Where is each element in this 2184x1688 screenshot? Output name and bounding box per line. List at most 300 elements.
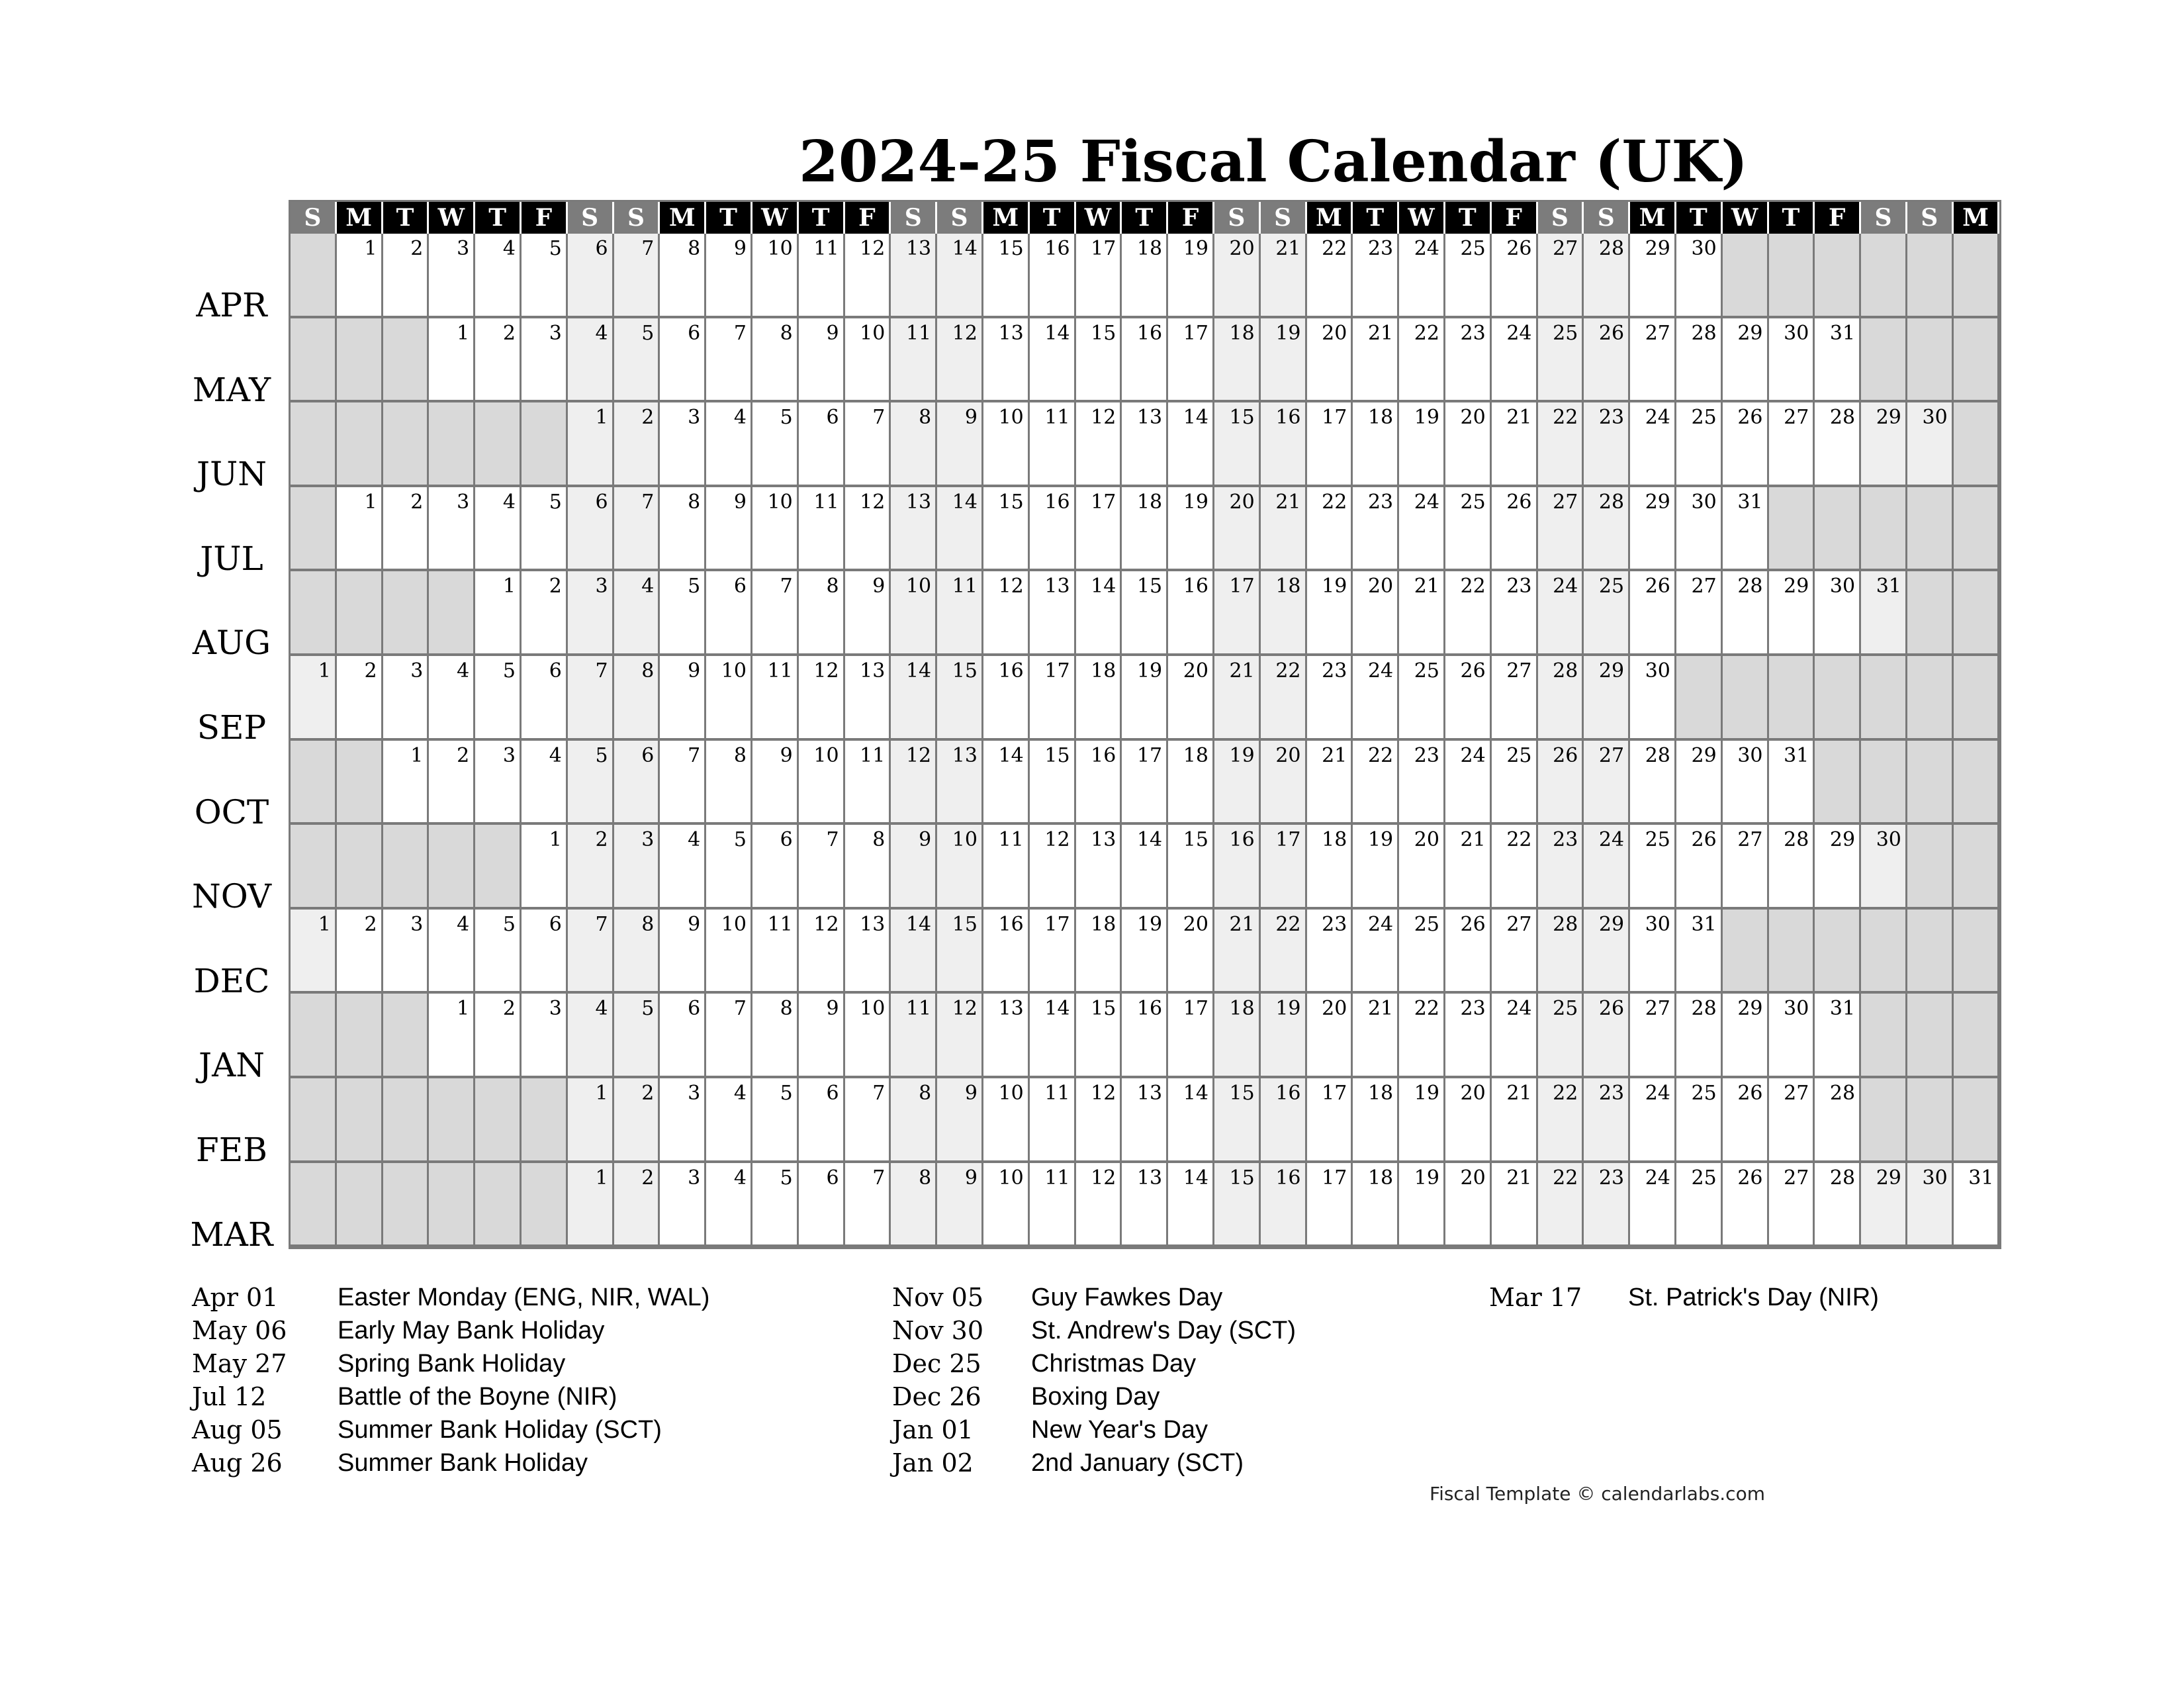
day-cell: 20 [1445, 1078, 1492, 1163]
day-cell: 3 [429, 234, 475, 318]
empty-cell [1954, 234, 2000, 318]
day-cell: 25 [1492, 741, 1538, 825]
empty-cell [291, 825, 337, 910]
day-header: S [1861, 202, 1907, 234]
day-cell: 25 [1445, 487, 1492, 572]
day-cell: 28 [1584, 487, 1630, 572]
day-cell: 9 [937, 1163, 983, 1248]
day-cell: 16 [1076, 741, 1122, 825]
day-cell: 10 [845, 994, 891, 1078]
empty-cell [429, 1078, 475, 1163]
day-cell: 20 [1307, 318, 1353, 403]
day-cell: 27 [1630, 994, 1676, 1078]
empty-cell [522, 1163, 568, 1248]
empty-cell [1815, 487, 1861, 572]
day-cell: 29 [1723, 994, 1769, 1078]
day-cell: 9 [660, 656, 706, 741]
day-cell: 26 [1723, 1078, 1769, 1163]
day-cell: 22 [1261, 910, 1307, 994]
day-cell: 4 [568, 318, 614, 403]
day-cell: 26 [1445, 656, 1492, 741]
day-cell: 16 [1030, 234, 1076, 318]
day-cell: 11 [799, 487, 845, 572]
holiday-name: 2nd January (SCT) [1031, 1449, 1244, 1477]
holiday-date: Nov 30 [892, 1316, 984, 1345]
day-cell: 8 [845, 825, 891, 910]
day-cell: 7 [660, 741, 706, 825]
day-cell: 7 [845, 1078, 891, 1163]
empty-cell [337, 402, 383, 487]
day-header: W [429, 202, 475, 234]
day-cell: 25 [1538, 994, 1584, 1078]
day-cell: 17 [1030, 910, 1076, 994]
day-cell: 1 [337, 487, 383, 572]
day-cell: 8 [891, 1078, 937, 1163]
day-cell: 10 [706, 656, 752, 741]
day-cell: 12 [1076, 402, 1122, 487]
day-header: S [1584, 202, 1630, 234]
empty-cell [429, 1163, 475, 1248]
holiday-date: May 06 [192, 1316, 287, 1345]
month-label: SEP [197, 708, 267, 747]
day-cell: 25 [1676, 1163, 1723, 1248]
day-header: S [937, 202, 983, 234]
day-cell: 1 [429, 994, 475, 1078]
empty-cell [1769, 910, 1815, 994]
day-header: T [383, 202, 430, 234]
day-cell: 28 [1676, 994, 1723, 1078]
day-cell: 6 [660, 994, 706, 1078]
day-cell: 16 [1261, 1163, 1307, 1248]
holiday-date: Nov 05 [892, 1283, 984, 1312]
day-cell: 17 [1122, 741, 1168, 825]
day-cell: 23 [1445, 994, 1492, 1078]
day-cell: 28 [1584, 234, 1630, 318]
day-cell: 3 [475, 741, 522, 825]
day-cell: 18 [1353, 1163, 1399, 1248]
day-cell: 22 [1399, 994, 1445, 1078]
day-cell: 3 [383, 656, 430, 741]
day-cell: 3 [660, 1163, 706, 1248]
holiday-name: Christmas Day [1031, 1350, 1197, 1378]
day-cell: 28 [1630, 741, 1676, 825]
day-cell: 20 [1214, 487, 1261, 572]
day-cell: 15 [983, 234, 1030, 318]
day-cell: 5 [614, 318, 660, 403]
empty-cell [1954, 318, 2000, 403]
day-cell: 22 [1538, 1078, 1584, 1163]
month-label: NOV [192, 877, 271, 916]
month-label: JUN [197, 455, 267, 494]
day-cell: 12 [937, 318, 983, 403]
day-cell: 17 [1307, 1163, 1353, 1248]
day-header: S [1214, 202, 1261, 234]
day-cell: 15 [1076, 994, 1122, 1078]
day-cell: 8 [891, 1163, 937, 1248]
day-cell: 13 [937, 741, 983, 825]
empty-cell [1907, 656, 1954, 741]
day-cell: 21 [1353, 318, 1399, 403]
day-cell: 30 [1907, 402, 1954, 487]
day-cell: 15 [983, 487, 1030, 572]
day-cell: 15 [1214, 1078, 1261, 1163]
day-cell: 5 [475, 910, 522, 994]
day-cell: 30 [1676, 487, 1723, 572]
empty-cell [383, 318, 430, 403]
day-cell: 23 [1353, 234, 1399, 318]
day-header: W [752, 202, 799, 234]
day-cell: 26 [1445, 910, 1492, 994]
day-cell: 13 [1122, 1078, 1168, 1163]
day-cell: 30 [1630, 910, 1676, 994]
day-cell: 14 [1030, 994, 1076, 1078]
day-cell: 16 [983, 656, 1030, 741]
day-cell: 6 [614, 741, 660, 825]
day-cell: 20 [1445, 1163, 1492, 1248]
day-cell: 1 [568, 1163, 614, 1248]
day-cell: 6 [799, 1163, 845, 1248]
day-cell: 23 [1492, 571, 1538, 656]
day-cell: 5 [660, 571, 706, 656]
day-cell: 26 [1723, 402, 1769, 487]
empty-cell [1861, 234, 1907, 318]
day-cell: 31 [1815, 994, 1861, 1078]
empty-cell [1954, 825, 2000, 910]
empty-cell [383, 1078, 430, 1163]
day-cell: 19 [1214, 741, 1261, 825]
day-cell: 5 [752, 402, 799, 487]
day-cell: 30 [1769, 318, 1815, 403]
empty-cell [475, 1078, 522, 1163]
day-cell: 16 [1214, 825, 1261, 910]
holiday-name: Early May Bank Holiday [338, 1317, 605, 1344]
day-cell: 11 [845, 741, 891, 825]
day-header: T [1676, 202, 1723, 234]
day-cell: 3 [429, 487, 475, 572]
day-cell: 25 [1676, 402, 1723, 487]
day-cell: 21 [1261, 234, 1307, 318]
day-cell: 20 [1353, 571, 1399, 656]
day-cell: 15 [1076, 318, 1122, 403]
empty-cell [383, 571, 430, 656]
day-cell: 21 [1492, 1163, 1538, 1248]
empty-cell [1954, 741, 2000, 825]
day-cell: 26 [1538, 741, 1584, 825]
day-header: T [706, 202, 752, 234]
month-label: FEB [196, 1131, 267, 1169]
day-header: T [1769, 202, 1815, 234]
day-cell: 20 [1261, 741, 1307, 825]
day-cell: 3 [522, 994, 568, 1078]
day-cell: 23 [1584, 1163, 1630, 1248]
holiday-date: Jan 02 [892, 1448, 974, 1477]
day-cell: 29 [1584, 656, 1630, 741]
day-cell: 31 [1861, 571, 1907, 656]
empty-cell [522, 402, 568, 487]
month-label: DEC [193, 961, 270, 1000]
empty-cell [1954, 656, 2000, 741]
day-cell: 8 [614, 910, 660, 994]
day-cell: 19 [1168, 234, 1214, 318]
empty-cell [291, 571, 337, 656]
day-header: T [1353, 202, 1399, 234]
month-label: MAR [190, 1215, 273, 1254]
day-cell: 28 [1815, 1163, 1861, 1248]
day-cell: 12 [1076, 1163, 1122, 1248]
day-cell: 9 [752, 741, 799, 825]
day-cell: 15 [1030, 741, 1076, 825]
day-cell: 12 [845, 234, 891, 318]
empty-cell [1723, 910, 1769, 994]
holiday-date: Jul 12 [192, 1382, 267, 1411]
holiday-date: Dec 26 [892, 1382, 981, 1411]
day-cell: 3 [383, 910, 430, 994]
holiday-name: Summer Bank Holiday (SCT) [338, 1416, 662, 1444]
day-cell: 9 [799, 994, 845, 1078]
day-cell: 18 [1261, 571, 1307, 656]
day-cell: 22 [1307, 487, 1353, 572]
empty-cell [1907, 234, 1954, 318]
day-cell: 14 [937, 234, 983, 318]
day-cell: 25 [1399, 910, 1445, 994]
day-cell: 27 [1769, 1078, 1815, 1163]
day-cell: 21 [1492, 1078, 1538, 1163]
day-cell: 11 [1030, 1163, 1076, 1248]
day-cell: 30 [1723, 741, 1769, 825]
day-cell: 4 [475, 487, 522, 572]
day-cell: 8 [752, 994, 799, 1078]
day-cell: 3 [522, 318, 568, 403]
day-cell: 6 [660, 318, 706, 403]
holiday-name: Battle of the Boyne (NIR) [338, 1383, 617, 1411]
day-cell: 31 [1676, 910, 1723, 994]
empty-cell [1723, 234, 1769, 318]
day-cell: 5 [706, 825, 752, 910]
empty-cell [522, 1078, 568, 1163]
day-cell: 1 [291, 656, 337, 741]
holiday-date: Mar 17 [1489, 1283, 1582, 1312]
empty-cell [429, 825, 475, 910]
empty-cell [1861, 910, 1907, 994]
day-cell: 5 [522, 234, 568, 318]
empty-cell [337, 318, 383, 403]
empty-cell [1861, 318, 1907, 403]
day-cell: 6 [799, 402, 845, 487]
empty-cell [475, 402, 522, 487]
day-cell: 24 [1445, 741, 1492, 825]
day-header: F [1492, 202, 1538, 234]
day-header: W [1399, 202, 1445, 234]
day-cell: 11 [799, 234, 845, 318]
day-cell: 23 [1353, 487, 1399, 572]
day-cell: 18 [1168, 741, 1214, 825]
day-cell: 11 [1030, 1078, 1076, 1163]
day-cell: 6 [568, 234, 614, 318]
day-cell: 10 [752, 234, 799, 318]
day-cell: 29 [1630, 234, 1676, 318]
day-cell: 13 [1030, 571, 1076, 656]
day-cell: 8 [891, 402, 937, 487]
empty-cell [383, 402, 430, 487]
empty-cell [1861, 741, 1907, 825]
day-cell: 29 [1723, 318, 1769, 403]
day-cell: 18 [1076, 656, 1122, 741]
day-cell: 15 [1168, 825, 1214, 910]
day-cell: 23 [1399, 741, 1445, 825]
day-header: T [475, 202, 522, 234]
day-cell: 12 [891, 741, 937, 825]
day-cell: 6 [706, 571, 752, 656]
day-cell: 20 [1445, 402, 1492, 487]
day-cell: 1 [568, 402, 614, 487]
day-cell: 15 [1214, 1163, 1261, 1248]
day-cell: 4 [429, 656, 475, 741]
day-cell: 7 [752, 571, 799, 656]
empty-cell [291, 402, 337, 487]
day-cell: 26 [1492, 487, 1538, 572]
day-cell: 14 [1168, 1163, 1214, 1248]
empty-cell [1769, 487, 1815, 572]
day-cell: 27 [1538, 487, 1584, 572]
empty-cell [1954, 402, 2000, 487]
day-cell: 19 [1122, 656, 1168, 741]
day-header: M [1954, 202, 2000, 234]
day-header: S [291, 202, 337, 234]
day-cell: 16 [1168, 571, 1214, 656]
day-cell: 5 [475, 656, 522, 741]
day-cell: 14 [1030, 318, 1076, 403]
day-cell: 12 [983, 571, 1030, 656]
empty-cell [337, 1163, 383, 1248]
day-cell: 20 [1307, 994, 1353, 1078]
day-cell: 24 [1492, 318, 1538, 403]
day-cell: 22 [1261, 656, 1307, 741]
empty-cell [383, 1163, 430, 1248]
day-cell: 8 [660, 487, 706, 572]
day-cell: 29 [1861, 1163, 1907, 1248]
day-cell: 2 [614, 1078, 660, 1163]
day-cell: 18 [1353, 402, 1399, 487]
day-cell: 3 [660, 1078, 706, 1163]
day-cell: 17 [1076, 234, 1122, 318]
day-cell: 24 [1630, 1078, 1676, 1163]
day-cell: 9 [799, 318, 845, 403]
day-cell: 13 [891, 487, 937, 572]
day-cell: 10 [983, 1163, 1030, 1248]
day-cell: 22 [1492, 825, 1538, 910]
day-cell: 21 [1445, 825, 1492, 910]
day-cell: 29 [1861, 402, 1907, 487]
day-cell: 18 [1214, 318, 1261, 403]
day-cell: 27 [1676, 571, 1723, 656]
day-cell: 26 [1676, 825, 1723, 910]
day-cell: 10 [983, 402, 1030, 487]
day-header: F [1168, 202, 1214, 234]
day-cell: 18 [1122, 487, 1168, 572]
day-cell: 15 [1122, 571, 1168, 656]
day-cell: 13 [891, 234, 937, 318]
day-cell: 22 [1353, 741, 1399, 825]
empty-cell [337, 994, 383, 1078]
day-cell: 29 [1584, 910, 1630, 994]
day-cell: 30 [1676, 234, 1723, 318]
calendar-grid [289, 200, 2001, 1249]
day-cell: 29 [1769, 571, 1815, 656]
day-cell: 23 [1538, 825, 1584, 910]
day-cell: 19 [1399, 1078, 1445, 1163]
day-header: W [1076, 202, 1122, 234]
holiday-name: St. Andrew's Day (SCT) [1031, 1317, 1297, 1344]
day-cell: 11 [983, 825, 1030, 910]
day-cell: 13 [845, 910, 891, 994]
holiday-date: Aug 26 [192, 1448, 283, 1477]
day-cell: 16 [1261, 402, 1307, 487]
day-cell: 6 [568, 487, 614, 572]
day-cell: 14 [983, 741, 1030, 825]
day-cell: 7 [568, 910, 614, 994]
empty-cell [337, 571, 383, 656]
day-cell: 21 [1492, 402, 1538, 487]
day-cell: 18 [1076, 910, 1122, 994]
day-cell: 4 [660, 825, 706, 910]
empty-cell [1861, 1078, 1907, 1163]
day-cell: 2 [568, 825, 614, 910]
day-cell: 20 [1214, 234, 1261, 318]
day-cell: 17 [1307, 1078, 1353, 1163]
day-cell: 8 [660, 234, 706, 318]
day-cell: 25 [1445, 234, 1492, 318]
day-cell: 17 [1168, 994, 1214, 1078]
day-cell: 6 [752, 825, 799, 910]
holiday-name: St. Patrick's Day (NIR) [1628, 1284, 1879, 1311]
empty-cell [1815, 234, 1861, 318]
day-cell: 1 [568, 1078, 614, 1163]
day-cell: 20 [1399, 825, 1445, 910]
day-cell: 1 [475, 571, 522, 656]
day-header: W [1723, 202, 1769, 234]
day-cell: 10 [799, 741, 845, 825]
day-cell: 8 [614, 656, 660, 741]
day-cell: 24 [1353, 910, 1399, 994]
day-cell: 19 [1399, 1163, 1445, 1248]
day-cell: 10 [752, 487, 799, 572]
empty-cell [337, 825, 383, 910]
day-cell: 24 [1353, 656, 1399, 741]
empty-cell [429, 402, 475, 487]
empty-cell [1954, 571, 2000, 656]
day-cell: 3 [568, 571, 614, 656]
empty-cell [1954, 1078, 2000, 1163]
day-cell: 30 [1815, 571, 1861, 656]
day-header: M [660, 202, 706, 234]
day-cell: 31 [1723, 487, 1769, 572]
day-cell: 2 [475, 318, 522, 403]
day-cell: 4 [522, 741, 568, 825]
day-cell: 16 [1030, 487, 1076, 572]
day-cell: 19 [1122, 910, 1168, 994]
day-cell: 25 [1676, 1078, 1723, 1163]
day-cell: 2 [475, 994, 522, 1078]
holiday-date: Jan 01 [892, 1415, 974, 1444]
day-cell: 21 [1399, 571, 1445, 656]
empty-cell [1769, 656, 1815, 741]
empty-cell [1676, 656, 1723, 741]
holiday-name: Boxing Day [1031, 1383, 1160, 1411]
day-cell: 4 [706, 1078, 752, 1163]
day-cell: 2 [614, 1163, 660, 1248]
day-cell: 1 [291, 910, 337, 994]
day-cell: 7 [799, 825, 845, 910]
